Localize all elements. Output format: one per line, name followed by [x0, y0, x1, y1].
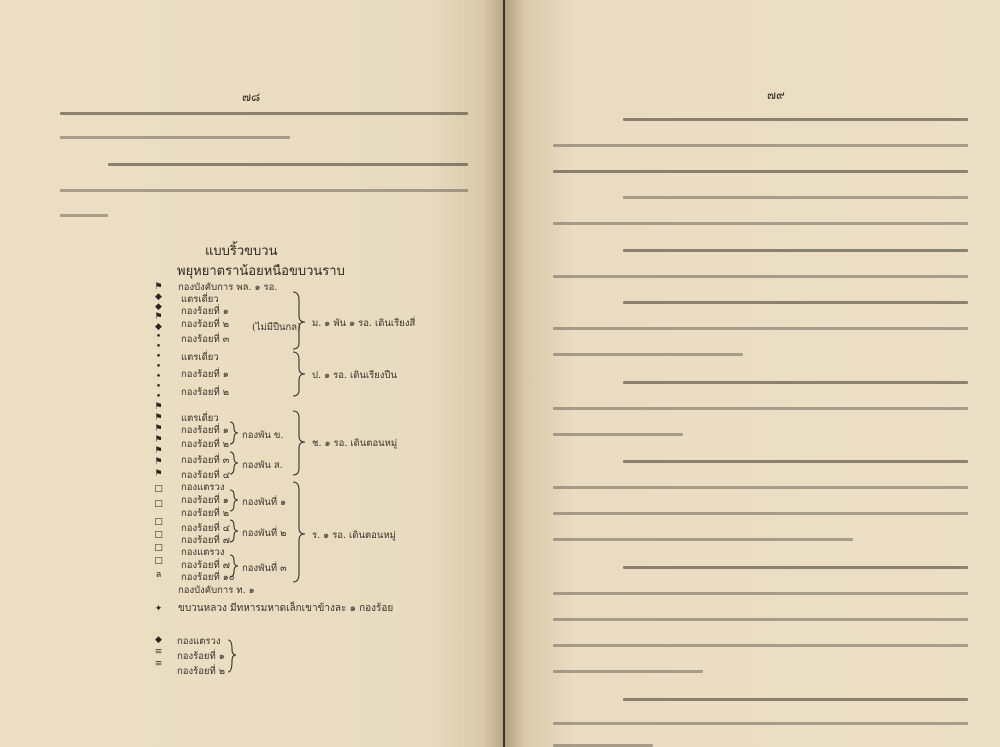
right-page — [505, 0, 1000, 747]
diagram-row: แตรเดี่ยว — [181, 294, 219, 305]
text-line — [623, 249, 968, 252]
text-line — [623, 196, 968, 199]
tail-row: กองร้อยที่ ๑ — [177, 651, 225, 662]
diagram-subtitle: พยุหยาตราน้อยหนือขบวนราบ — [177, 264, 345, 279]
unit-marker-icon: ⚑ — [154, 435, 163, 445]
unit-box-icon: □ — [154, 499, 163, 509]
text-line — [553, 644, 968, 647]
text-line — [623, 301, 968, 304]
text-line — [553, 670, 703, 673]
text-line — [553, 327, 968, 330]
text-line — [553, 407, 968, 410]
diagram-row: กองร้อยที่ ๒ — [181, 508, 230, 519]
text-line — [553, 275, 968, 278]
diagram-row: กองบังคับการ พล. ๑ รอ. — [178, 282, 278, 293]
group-label: ช. ๑ รอ. เดินตอนหมู่ — [312, 438, 398, 449]
sub-group-label: กองพัน ส. — [242, 460, 283, 471]
unit-marker-icon: • — [155, 372, 162, 382]
text-line — [553, 512, 968, 515]
unit-marker-icon: ⚑ — [154, 413, 163, 423]
royal-procession-icon: ✦ — [154, 604, 163, 614]
text-line — [553, 592, 968, 595]
diagram-row: แตรเดี่ยว — [181, 413, 219, 424]
tail-row: กองแตรวง — [177, 636, 221, 647]
unit-marker-icon: ⚑ — [154, 446, 163, 456]
diagram-row: แตรเดี่ยว — [181, 352, 219, 363]
unit-marker-icon: • — [155, 332, 162, 342]
unit-box-icon: □ — [154, 530, 163, 540]
left-page-number: ๗๘ — [242, 90, 261, 104]
text-line — [553, 144, 968, 147]
unit-marker-icon: • — [155, 392, 162, 402]
diagram-title: แบบริ้วขบวน — [205, 244, 278, 259]
unit-marker-icon: ◆ — [155, 292, 162, 302]
text-line — [623, 381, 968, 384]
text-line — [553, 222, 968, 225]
sub-brace-4 — [230, 520, 238, 542]
unit-marker-icon: ◆ — [155, 635, 162, 645]
diagram-row: กองร้อยที่ ๓ — [181, 455, 230, 466]
royal-procession-note: ขบวนหลวง มีทหารมหาดเล็กเขาข้างละ ๑ กองร้อย — [178, 603, 394, 614]
text-line — [553, 353, 743, 356]
unit-marker-icon: ⚑ — [154, 424, 163, 434]
brace-group-4 — [293, 482, 305, 582]
diagram-row: กองร้อยที่ ๒ — [181, 387, 230, 398]
sub-group-label: กองพันที่ ๑ — [242, 497, 287, 508]
unit-marker-icon: • — [155, 352, 162, 362]
diagram-row: กองบังคับการ ท. ๑ — [178, 585, 255, 596]
unit-box-icon: □ — [154, 484, 163, 494]
unit-marker-icon: • — [155, 382, 162, 392]
unit-marker-icon: ⚑ — [154, 402, 163, 412]
brace-group-3 — [293, 411, 305, 475]
unit-marker-icon: • — [155, 342, 162, 352]
diagram-row: กองร้อยที่ ๑ — [181, 306, 229, 317]
right-page-number: ๗๙ — [767, 88, 785, 102]
group-label: ม. ๑ พัน ๑ รอ. เดินเรียงสี่ — [312, 318, 416, 329]
unit-marker-icon: • — [155, 362, 162, 372]
diagram-row: กองแตรวง — [181, 482, 225, 493]
text-line — [553, 486, 968, 489]
group-label: ป. ๑ รอ. เดินเรียงปืน — [312, 370, 397, 381]
tail-brace — [228, 640, 236, 672]
tail-row: กองร้อยที่ ๒ — [177, 666, 226, 677]
unit-box-icon: □ — [154, 517, 163, 527]
text-line — [623, 118, 968, 121]
unit-marker-icon: ◆ — [155, 322, 162, 332]
unit-marker-icon: ล — [155, 570, 162, 580]
text-line — [553, 433, 683, 436]
unit-box-icon: □ — [154, 556, 163, 566]
diagram-row: กองร้อยที่ ๒ — [181, 439, 230, 450]
diagram-row: กองแตรวง — [181, 547, 225, 558]
text-line — [623, 698, 968, 701]
sub-brace-3 — [230, 490, 238, 511]
unit-marker-icon: ⚑ — [154, 282, 163, 292]
group-label: ร. ๑ รอ. เดินตอนหมู่ — [312, 530, 396, 541]
text-line — [553, 538, 853, 541]
sub-group-label: กองพันที่ ๒ — [242, 528, 287, 539]
diagram-row: กองร้อยที่ ๗ — [181, 535, 230, 546]
brace-group-2 — [293, 352, 305, 396]
text-line — [553, 722, 968, 725]
text-line — [623, 566, 968, 569]
unit-marker-icon: ⚑ — [154, 469, 163, 479]
unit-box-icon: □ — [154, 543, 163, 553]
diagram-row: กองร้อยที่ ๑ — [181, 425, 229, 436]
diagram-row: กองร้อยที่ ๔ — [181, 523, 230, 534]
sub-group-label: กองพันที่ ๓ — [242, 563, 287, 574]
sub-brace-5 — [230, 555, 238, 577]
text-line — [553, 618, 968, 621]
unit-marker-icon: ⚑ — [154, 312, 163, 322]
unit-marker-icon: ≡ — [154, 659, 163, 669]
sub-group-label: กองพัน ข. — [242, 430, 284, 441]
unit-marker-icon: ◆ — [155, 302, 162, 312]
diagram-row: กองร้อยที่ ๗ — [181, 560, 230, 571]
diagram-row: กองร้อยที่ ๑ — [181, 369, 229, 380]
sub-brace-2 — [230, 452, 238, 474]
diagram-row: กองร้อยที่ ๒ — [181, 319, 230, 330]
group-note: (ไม่มีปืนกล) — [252, 322, 301, 333]
diagram-row: กองร้อยที่ ๔ — [181, 470, 230, 481]
diagram-row: กองร้อยที่ ๑๐ — [181, 572, 235, 583]
unit-marker-icon: ⚑ — [154, 457, 163, 467]
text-line — [623, 460, 968, 463]
sub-brace-1 — [230, 422, 238, 444]
unit-marker-icon: ≡ — [154, 647, 163, 657]
diagram-row: กองร้อยที่ ๓ — [181, 334, 230, 345]
diagram-row: กองร้อยที่ ๑ — [181, 495, 229, 506]
text-line — [553, 170, 968, 173]
